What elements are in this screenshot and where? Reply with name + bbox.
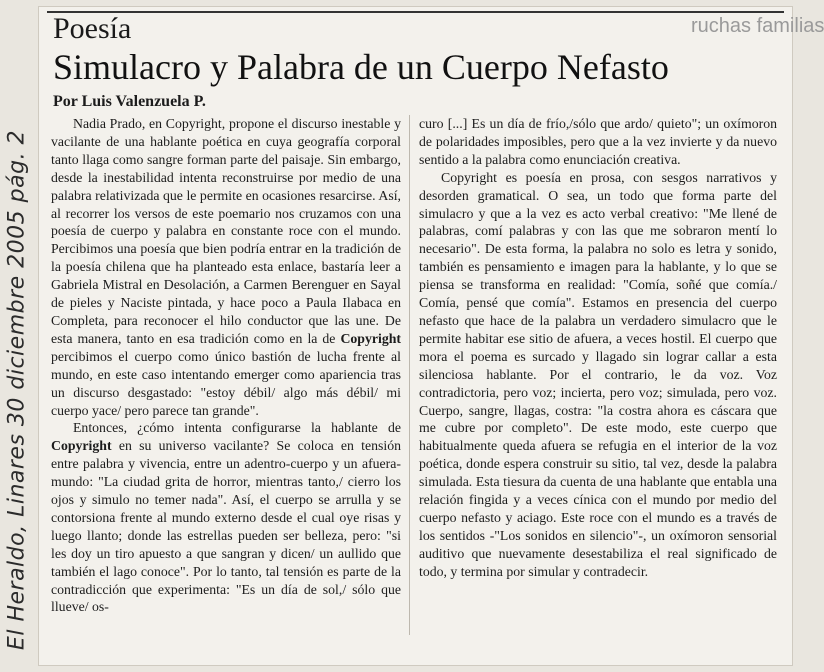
paragraph-2-text: en su universo vacilante? Se coloca en tensión entre palabra y vivencia, entre un adentro-cuerpo y un afuera-mundo: "La ciudad grita de horror, mientras tanto,/ cierro los ojos y simulo no temer nada". Así, el cuerpo se arrulla y se contorsiona frente al mundo externo desde el cual oye risas y luego llanto; donde las estrellas pueden ser belleza, pero: "si les doy un tiro apuesto a que sangran y dicen/ un aullido que también el lago conoce". Por lo tanto, tal tensión es parte de la contradicción que experimenta: "Es un día de sol,/ sólo que llueve/ os- — [51, 438, 401, 615]
neighbor-headline-fragment: ruchas familias — [691, 15, 824, 37]
paragraph-3: curo [...] Es un día de frío,/sólo que ardo/ quieto"; un oxímoron de polaridades imposibles, pero que a la vez invierte y da nuevo sentido a la palabra como enunciación creativa. — [419, 116, 777, 167]
margin-note-text: El Heraldo, Linares 30 diciembre 2005 pág. 2 — [4, 129, 30, 651]
article-column-left — [51, 115, 401, 655]
paragraph-4: Copyright es poesía en prosa, con sesgos narrativos y desorden gramatical. O sea, un todo que forma parte del simulacro y que a la vez es acto verbal creativo: "Me llené de palabras, comí palabras y con las que me sobraron mentí lo necesario". De esta forma, la palabra no solo es letra y sonido, también es pensamiento e imagen para la hablante, y lo que se piensa se transforma en realidad: "Comía, soñé que comía./ Comía, pensé que comía". Estamos en presencia del cuerpo nefasto que hace de la palabra un verdadero simulacro que le permite habitar ese sitio de afuera, a veces hostil. El cuerpo que mora el poema es surcado y llagado sin lograr callar a esta silenciosa hablante. Por el contrario, le da voz. Voz contradictoria, pero voz; incierta, pero voz; simulada, pero voz. Cuerpo, sangre, llagas, costra: "la costra ahora es cáscara que me cubre por completo". De este modo, este cuerpo que habitualmente queda afuera se refugia en el interior de la voz poética, donde espera construir su sitio, tal vez, desde la palabra simulada. Esta tiesura da cuenta de una hablante que entabla una relación fingida y a veces cínica con el mundo por medio del cuerpo nefasto y aciago. Este roce con el mundo es a través de los sentidos -"Los sonidos en silencio"-, un oxímoron sensorial auditivo que nuevamente desestabiliza el real significado de todo, y termina por simular y contradecir. — [419, 169, 777, 579]
article-title: Simulacro y Palabra de un Cuerpo Nefasto — [53, 47, 669, 87]
newspaper-clipping — [38, 6, 824, 666]
book-title-copyright: Copyright — [340, 330, 401, 346]
column-divider — [409, 115, 410, 635]
article-column-right — [419, 115, 777, 655]
paragraph-2-start: Entonces, ¿cómo intenta configurarse la hablante de — [73, 420, 401, 436]
section-label: Poesía — [53, 12, 132, 45]
top-rule — [47, 11, 784, 13]
paragraph-1-text: Nadia Prado, en Copyright, propone el discurso inestable y vacilante de una hablante poética en cuya geografía corporal tanto llaga como sangre forman parte del paisaje. Sin embargo, desde la inestabilidad intenta reconstruirse por medio de una palabra relativizada que le permite en ocasiones resarcirse. Así, al recorrer los versos de este poemario nos cruzamos con una poesía de cuerpo y palabra en constante roce con el mundo. Percibimos una poesía que bien podría entrar en la tradición de la poesía chilena que ha planteado esta enlace, bastaría leer a Gabriela Mistral en Desolación, a Carmen Berenguer en Sayal de pieles y Naciste pintada, y hace poco a Paula Ilabaca en Completa, para reconocer el hilo conductor que las une. De esta manera, tanto en esa tradición como en la de — [51, 116, 401, 346]
handwritten-margin-note — [0, 0, 34, 672]
paragraph-2 — [51, 419, 401, 616]
book-title-copyright: Copyright — [51, 438, 112, 454]
article-byline: Por Luis Valenzuela P. — [53, 93, 206, 110]
paragraph-1-end: percibimos el cuerpo como único bastión de lucha frente al mundo, en este caso intentando emerger como apariencia tras un discurso desgastado: "estoy débil/ algo más débil/ mi cuerpo yace/ pero parece tan grande". — [51, 348, 401, 418]
paragraph-1 — [51, 115, 401, 419]
